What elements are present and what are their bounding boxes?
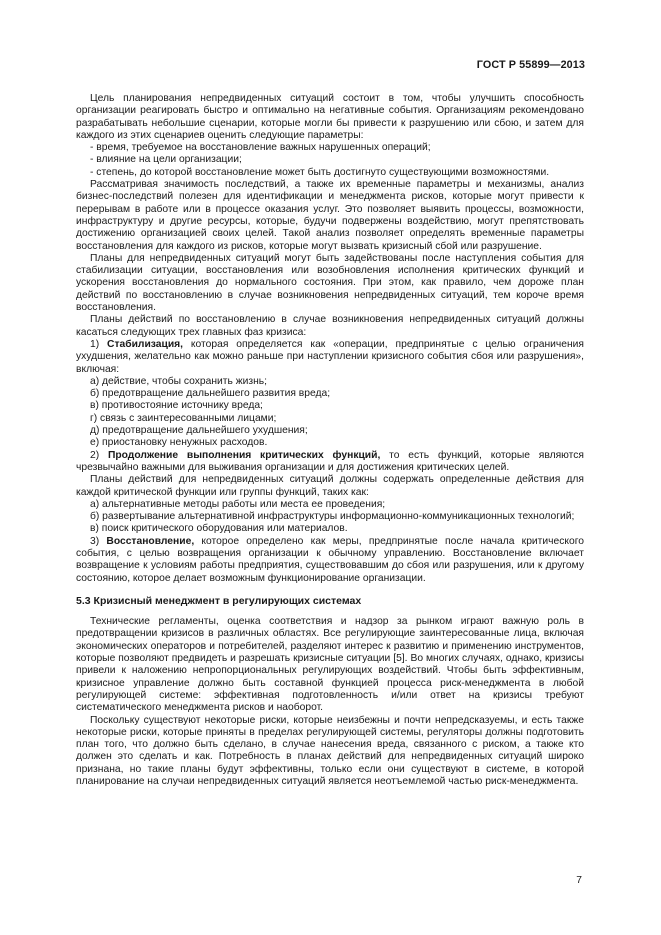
list-item: б) предотвращение дальнейшего развития вреда; — [90, 388, 331, 400]
list-item: е) приостановку ненужных расходов. — [90, 437, 268, 449]
section-number: 5.3 — [76, 594, 91, 607]
list-item: г) связь с заинтересованными лицами; — [90, 412, 277, 424]
list-item: в) противостояние источнику вреда; — [90, 400, 263, 412]
document-body — [76, 93, 584, 788]
phase-text: которое определено как меры, предпринятые после начала критического события, с целью возвращения организации к обычному управлению. Восстановление включает возвращение к условиям работы предприятия, существовавшим до сбоя или разрушения, или к другому состоянию, которое делает возможным функционирование организации. — [76, 535, 584, 584]
list-item: д) предотвращение дальнейшего ухудшения; — [90, 425, 308, 437]
paragraph-function-actions: Планы действий для непредвиденных ситуаций должны содержать определенные действия для каждой критической функции или группы функций, таких как: — [76, 474, 584, 498]
section-heading — [76, 595, 584, 607]
list-item: - влияние на цели организации; — [90, 154, 242, 166]
phase-title: Продолжение выполнения критических функций, — [107, 449, 381, 461]
paragraph-planning-goal: Цель планирования непредвиденных ситуаций состоит в том, чтобы улучшить способность организации реагировать быстро и оптимально на негативные события. Организациям рекомендовано разрабатывать небольшие сценарии, которые могли бы привести к разрушению или сбою, и затем для каждого из этих сценариев оценить следующие параметры: — [76, 93, 584, 141]
phase-number: 1) — [90, 338, 100, 350]
phase-number: 3) — [90, 535, 100, 547]
section-title: Кризисный менеджмент в регулирующих системах — [93, 594, 362, 607]
phase-stabilization — [76, 339, 584, 376]
phase-number: 2) — [90, 449, 100, 461]
list-item: а) альтернативные методы работы или места ее проведения; — [90, 498, 386, 510]
phase-recovery — [76, 536, 584, 585]
phase-title: Стабилизация, — [107, 338, 184, 350]
paragraph-business-impact: Рассматривая значимость последствий, а также их временные параметры и механизмы, анализ бизнес-последствий полезен для идентификации и менеджмента рисков, которые могут привести к перерывам в работе или в процессе оказания услуг. Это позволяет выявить процессы, возможности, инфраструктуру и другие ресурсы, которые, будучи подвержены воздействию, могут препятствовать достижению организацией своих целей. Такой анализ позволяет определять временные параметры восстановления для каждого из рисков, которые могут вызвать кризисный сбой или разрушение. — [76, 179, 584, 252]
page-number: 7 — [576, 875, 582, 886]
paragraph-regulations: Технические регламенты, оценка соответствия и надзор за рынком играют важную роль в предотвращении кризисов в различных областях. Все регулирующие заинтересованные лица, включая экономических операторов и потребителей, разделяют интерес к развитию и применению инструментов, которые позволяют предвидеть и разрешать кризисные ситуации [5]. Во многих случаях, однако, кризисы привели к наложению непропорциональных регулирующих воздействий. Чтобы быть эффективным, кризисное управление должно быть составной функцией процесса риск-менеджмента в любой регулирующей системе: эффективная подготовленность и/или ответ на кризисы требуют систематического менеджмента рисков и наоборот. — [76, 616, 584, 714]
phase-title: Восстановление, — [106, 535, 195, 547]
paragraph-contingency-plans: Планы для непредвиденных ситуаций могут быть задействованы после наступления события для стабилизации ситуации, восстановления или возобновления исполнения критических функций и ускорения восстановления до нормального состояния. При этом, как правило, чем дороже план действий по восстановлению в случае возникновения непредвиденных ситуаций, тем короче время восстановления. — [76, 252, 584, 314]
list-item: в) поиск критического оборудования или материалов. — [90, 523, 348, 535]
paragraph-crisis-phases: Планы действий по восстановлению в случае возникновения непредвиденных ситуаций должны касаться следующих трех главных фаз кризиса: — [76, 314, 584, 338]
paragraph-regulators-plans: Поскольку существуют некоторые риски, которые неизбежны и почти непредсказуемы, и есть также некоторые риски, которые приняты в пределах регулирующей системы, регуляторы должны подготовить план того, что должно быть сделано, в случае нанесения вреда, связанного с риском, а также кто должен это сделать и как. Потребность в планах действий для непредвиденных ситуаций широко признана, но такие планы будут эффективны, только если они существуют в системе, в которой планирование на случаи непредвиденных ситуаций является неотъемлемой частью риск-менеджмента. — [76, 714, 584, 788]
phase-text: которая определяется как «операции, предпринятые с целью ограничения ухудшения, желательно как можно раньше при наступлении кризисного события сбоя или разрушения», включая: — [76, 338, 584, 375]
standard-header: ГОСТ Р 55899—2013 — [476, 59, 585, 71]
phase-continuation — [76, 450, 584, 475]
phase-text: то есть функций, которые являются чрезвычайно важными для выживания организации и для достижения критических целей. — [76, 449, 584, 473]
list-item: а) действие, чтобы сохранить жизнь; — [90, 375, 268, 387]
list-item: - время, требуемое на восстановление важных нарушенных операций; — [90, 142, 431, 154]
list-item: - степень, до которой восстановление может быть достигнуто существующими возможностями. — [90, 166, 550, 178]
list-item: б) развертывание альтернативной инфраструктуры информационно-коммуникационных технологий; — [90, 511, 575, 523]
